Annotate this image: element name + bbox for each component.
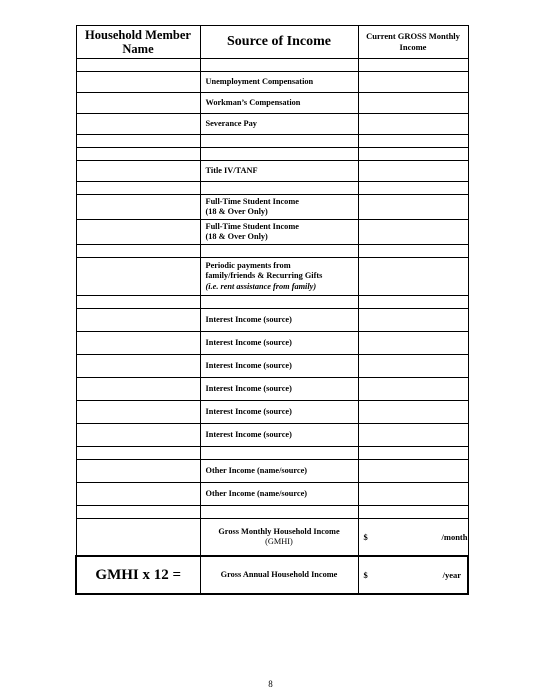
income-source-label: (18 & Over Only) bbox=[205, 207, 268, 216]
monthly-income-cell[interactable] bbox=[358, 93, 468, 114]
income-source-label: Severance Pay bbox=[205, 118, 257, 128]
income-source-cell bbox=[200, 72, 358, 93]
income-source-note: (i.e. rent assistance from family) bbox=[205, 281, 317, 291]
income-source-label: Interest Income (source) bbox=[205, 406, 292, 416]
income-source-cell bbox=[200, 182, 358, 195]
income-source-cell bbox=[200, 460, 358, 483]
income-source-cell bbox=[200, 148, 358, 161]
monthly-income-cell[interactable] bbox=[358, 161, 468, 182]
currency-symbol: $ bbox=[363, 570, 368, 580]
table-row bbox=[76, 245, 468, 258]
table-row bbox=[76, 506, 468, 519]
monthly-income-cell[interactable] bbox=[358, 296, 468, 309]
table-row bbox=[76, 447, 468, 460]
table-row bbox=[76, 424, 468, 447]
income-source-label: Other Income (name/source) bbox=[205, 465, 308, 475]
member-name-cell[interactable] bbox=[76, 296, 200, 309]
monthly-income-cell[interactable] bbox=[358, 355, 468, 378]
member-name-cell[interactable] bbox=[76, 182, 200, 195]
income-source-cell bbox=[200, 447, 358, 460]
monthly-total-blank-cell bbox=[76, 519, 200, 557]
income-source-cell bbox=[200, 401, 358, 424]
income-source-cell bbox=[200, 245, 358, 258]
table-row bbox=[76, 59, 468, 72]
header-source-of-income: Source of Income bbox=[200, 26, 358, 59]
table-row bbox=[76, 135, 468, 148]
monthly-income-cell[interactable] bbox=[358, 424, 468, 447]
monthly-total-label: Gross Monthly Household Income bbox=[218, 527, 340, 536]
table-row bbox=[76, 161, 468, 182]
income-source-cell bbox=[200, 93, 358, 114]
table-row bbox=[76, 378, 468, 401]
monthly-income-cell[interactable] bbox=[358, 220, 468, 245]
income-source-cell bbox=[200, 332, 358, 355]
income-source-label: Full-Time Student Income bbox=[205, 196, 299, 206]
table-row bbox=[76, 114, 468, 135]
monthly-total-sub: (GMHI) bbox=[265, 537, 293, 546]
member-name-cell[interactable] bbox=[76, 483, 200, 506]
income-source-cell bbox=[200, 483, 358, 506]
table-row bbox=[76, 332, 468, 355]
member-name-cell[interactable] bbox=[76, 424, 200, 447]
member-name-cell[interactable] bbox=[76, 93, 200, 114]
member-name-cell[interactable] bbox=[76, 195, 200, 220]
income-source-label: Other Income (name/source) bbox=[205, 488, 308, 498]
income-source-cell bbox=[200, 220, 358, 245]
member-name-cell[interactable] bbox=[76, 258, 200, 296]
monthly-total-amount-field[interactable] bbox=[358, 519, 468, 557]
income-source-cell bbox=[200, 195, 358, 220]
income-source-label: family/friends & Recurring Gifts bbox=[205, 271, 323, 281]
monthly-income-cell[interactable] bbox=[358, 114, 468, 135]
member-name-cell[interactable] bbox=[76, 220, 200, 245]
income-source-label: Periodic payments from bbox=[205, 260, 291, 270]
currency-symbol: $ bbox=[363, 532, 368, 542]
member-name-cell[interactable] bbox=[76, 72, 200, 93]
member-name-cell[interactable] bbox=[76, 401, 200, 424]
table-row bbox=[76, 195, 468, 220]
income-source-label: Full-Time Student Income bbox=[205, 221, 299, 231]
member-name-cell[interactable] bbox=[76, 332, 200, 355]
income-source-label: Interest Income (source) bbox=[205, 360, 292, 370]
annual-formula-cell: GMHI x 12 = bbox=[76, 556, 200, 594]
unit-label: /month bbox=[441, 532, 468, 542]
income-source-cell bbox=[200, 355, 358, 378]
table-row bbox=[76, 220, 468, 245]
member-name-cell[interactable] bbox=[76, 114, 200, 135]
member-name-cell[interactable] bbox=[76, 135, 200, 148]
monthly-income-cell[interactable] bbox=[358, 309, 468, 332]
income-source-label: Interest Income (source) bbox=[205, 429, 292, 439]
income-source-label: Title IV/TANF bbox=[205, 165, 258, 175]
income-source-cell bbox=[200, 161, 358, 182]
member-name-cell[interactable] bbox=[76, 378, 200, 401]
income-source-cell bbox=[200, 378, 358, 401]
member-name-cell[interactable] bbox=[76, 161, 200, 182]
member-name-cell[interactable] bbox=[76, 59, 200, 72]
member-name-cell[interactable] bbox=[76, 309, 200, 332]
monthly-income-cell[interactable] bbox=[358, 506, 468, 519]
monthly-income-cell[interactable] bbox=[358, 483, 468, 506]
table-row bbox=[76, 182, 468, 195]
member-name-cell[interactable] bbox=[76, 355, 200, 378]
table-row bbox=[76, 148, 468, 161]
monthly-total-label-cell bbox=[200, 519, 358, 557]
monthly-income-cell[interactable] bbox=[358, 332, 468, 355]
monthly-income-cell[interactable] bbox=[358, 182, 468, 195]
table-row bbox=[76, 355, 468, 378]
table-row bbox=[76, 93, 468, 114]
income-source-label: Workman’s Compensation bbox=[205, 97, 301, 107]
table-row bbox=[76, 460, 468, 483]
annual-total-label: Gross Annual Household Income bbox=[200, 556, 358, 594]
monthly-income-cell[interactable] bbox=[358, 148, 468, 161]
member-name-cell[interactable] bbox=[76, 460, 200, 483]
table-row bbox=[76, 483, 468, 506]
table-row bbox=[76, 401, 468, 424]
income-source-cell bbox=[200, 296, 358, 309]
annual-total-amount-field[interactable] bbox=[358, 556, 468, 594]
member-name-cell[interactable] bbox=[76, 148, 200, 161]
header-member-name: Household Member Name bbox=[76, 26, 200, 59]
income-table bbox=[75, 25, 469, 595]
income-source-label: (18 & Over Only) bbox=[205, 232, 268, 241]
monthly-income-cell[interactable] bbox=[358, 59, 468, 72]
monthly-income-cell[interactable] bbox=[358, 258, 468, 296]
annual-total-row bbox=[76, 556, 468, 594]
income-source-cell bbox=[200, 135, 358, 148]
monthly-income-cell[interactable] bbox=[358, 460, 468, 483]
monthly-income-cell[interactable] bbox=[358, 401, 468, 424]
member-name-cell[interactable] bbox=[76, 506, 200, 519]
monthly-total-row bbox=[76, 519, 468, 557]
income-source-cell bbox=[200, 506, 358, 519]
monthly-income-cell[interactable] bbox=[358, 378, 468, 401]
table-row bbox=[76, 72, 468, 93]
member-name-cell[interactable] bbox=[76, 245, 200, 258]
income-source-cell bbox=[200, 59, 358, 72]
unit-label: /year bbox=[442, 570, 461, 580]
header-row bbox=[76, 26, 468, 59]
member-name-cell[interactable] bbox=[76, 447, 200, 460]
monthly-income-cell[interactable] bbox=[358, 135, 468, 148]
income-source-cell bbox=[200, 424, 358, 447]
table-row bbox=[76, 309, 468, 332]
income-source-label: Interest Income (source) bbox=[205, 314, 292, 324]
table-row bbox=[76, 296, 468, 309]
monthly-income-cell[interactable] bbox=[358, 195, 468, 220]
table-row bbox=[76, 258, 468, 296]
page-number: 8 bbox=[268, 679, 273, 689]
monthly-income-cell[interactable] bbox=[358, 447, 468, 460]
income-source-cell bbox=[200, 309, 358, 332]
income-source-cell bbox=[200, 258, 358, 296]
header-monthly-income: Current GROSS Monthly Income bbox=[358, 26, 468, 59]
income-source-label: Interest Income (source) bbox=[205, 337, 292, 347]
monthly-income-cell[interactable] bbox=[358, 245, 468, 258]
income-source-label: Interest Income (source) bbox=[205, 383, 292, 393]
income-source-cell bbox=[200, 114, 358, 135]
income-source-label: Unemployment Compensation bbox=[205, 76, 314, 86]
monthly-income-cell[interactable] bbox=[358, 72, 468, 93]
